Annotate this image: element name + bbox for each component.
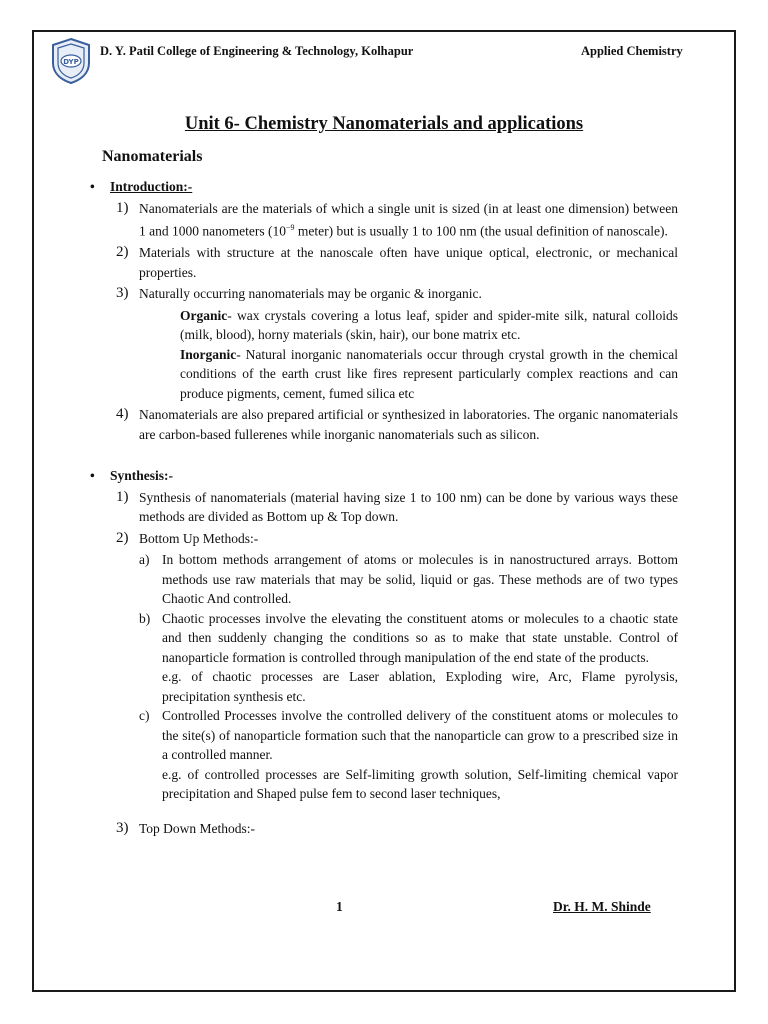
list-item: 1) Synthesis of nanomaterials (material having size 1 to 100 nm) can be done by various ways these methods are divided as Bottom up & Top down. [116, 488, 678, 524]
page-number: 1 [336, 899, 343, 914]
list-item: 4) Nanomaterials are also prepared artificial or synthesized in laboratories. The organic nanomaterials are carbon-based fullerenes while inorganic nanomaterials such as silicon. [116, 406, 678, 442]
sub-list-item: c) Controlled Processes involve the controlled delivery of the constituent atoms or molecules to the site(s) of nanoparticle formation such that the nanoparticle can grow to a prescribed size in a controlled manner. e.g. of controlled processes are Self-limiting growth solution, Self-limiting chemical vapor precipitation and Shaped pulse fem to second laser techniques, [139, 708, 678, 801]
college-name: D. Y. Patil College of Engineering & Technology, Kolhapur [100, 44, 414, 58]
college-logo-icon [50, 37, 92, 85]
page-title: Unit 6- Chemistry Nanomaterials and applications [184, 114, 584, 134]
svg-text:DYP: DYP [63, 58, 79, 66]
sub-list-item: a) In bottom methods arrangement of atoms or molecules is in nanostructured arrays. Bottom methods use raw materials that may be solid, liquid or gas. These methods are of two types Chaotic And controlled. [139, 552, 678, 606]
synthesis-heading: • Synthesis:- [86, 466, 678, 486]
sub-list-item: b) Chaotic processes involve the elevating the constituent atoms or molecules to a chaotic state and then suddenly changing the conditions so as to make that state unstable. Control of nanoparticle formation is controlled through manipulation of the end state of the products. e.g. of chaotic processes are Laser ablation, Exploding wire, Arc, Flame pyrolysis, precipitation synthesis etc. [139, 610, 678, 704]
list-item: 3) Naturally occurring nanomaterials may be organic & inorganic. [116, 285, 482, 301]
document-body [86, 177, 678, 840]
organic-paragraph: Organic- wax crystals covering a lotus leaf, spider and spider-mite silk, natural colloids (milk, blood), horny materials (skin, hair), our bone matrix etc. [180, 307, 678, 342]
section-heading: Nanomaterials [102, 148, 203, 165]
list-item: 2) Materials with structure at the nanoscale often have unique optical, electronic, or mechanical properties. [116, 244, 678, 280]
subject-name: Applied Chemistry [581, 44, 683, 58]
list-item: 2) Bottom Up Methods:- [116, 529, 259, 546]
bullet-icon: • [90, 179, 95, 194]
inorganic-paragraph: Inorganic- Natural inorganic nanomaterials occur through crystal growth in the chemical conditions of the earth crust like fires represent particularly complex reactions and can produce pigments, cement, fumed silica etc [180, 346, 678, 401]
intro-heading: • Introduction:- [86, 177, 678, 197]
list-item: 1) Nanomaterials are the materials of which a single unit is sized (in at least one dimension) between 1 and 1000 nanometers ($10^{-9}$ meter) but is usually 1 to 100 nm (the usual definition of nanoscale). [116, 199, 678, 239]
author-name: Dr. H. M. Shinde [553, 899, 651, 914]
list-item: 3) Top Down Methods:- [116, 819, 256, 836]
bullet-icon: • [90, 468, 95, 483]
